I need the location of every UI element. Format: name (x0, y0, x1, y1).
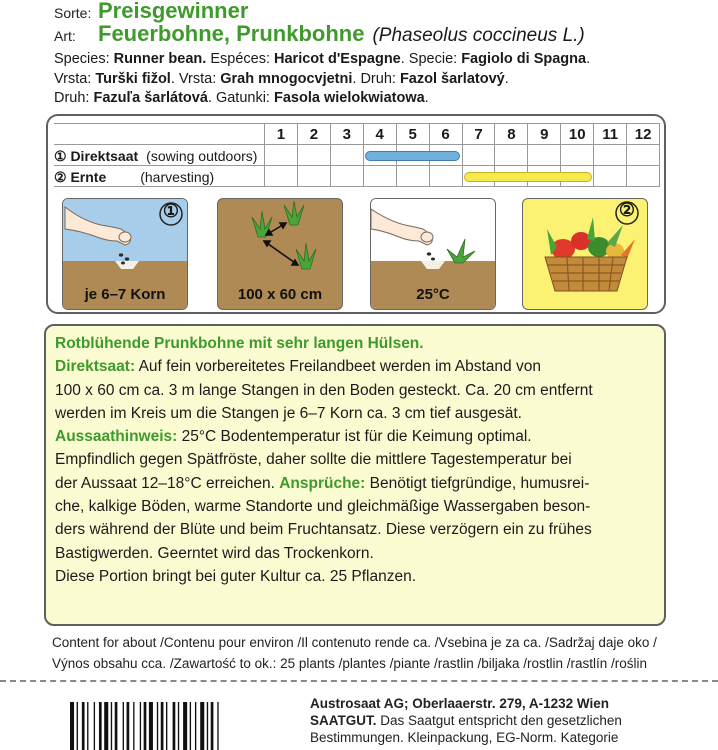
variety-label: Sorte: (54, 5, 92, 21)
month-cell (264, 166, 297, 187)
hinweis-line-1 (55, 425, 655, 448)
month-cell (593, 166, 626, 187)
month-header-cell: 11 (593, 123, 626, 145)
hinweis-text: der Aussaat 12–18°C erreichen. (55, 474, 275, 492)
name-label: Species: (54, 51, 114, 67)
month-header-cell: 6 (429, 123, 462, 145)
saatgut-label: SAATGUT. (310, 713, 377, 728)
barcode-bar (190, 702, 191, 750)
barcode-bar (115, 702, 118, 750)
row-label (54, 145, 264, 166)
row-title: ② Ernte (54, 169, 107, 185)
barcode-bar (173, 702, 176, 750)
name-label: . (504, 70, 509, 87)
name-label: Espéces: (206, 51, 275, 67)
step-pictures (62, 198, 654, 310)
month-header-cell: 4 (363, 123, 396, 145)
month-row-label (54, 123, 264, 145)
picture-harvest (522, 198, 648, 310)
picture-caption: je 6–7 Korn (84, 286, 166, 303)
hinweis-line-3 (55, 472, 655, 495)
month-cell (297, 166, 330, 187)
species-name: Feuerbohne, Prunkbohne (98, 21, 365, 46)
barcode-bar (195, 702, 196, 750)
barcode-bar (133, 702, 134, 750)
month-cells (264, 123, 660, 145)
month-cell (593, 145, 626, 166)
saatgut-line-1 (310, 712, 710, 729)
direktsaat-line-2: 100 x 60 cm ca. 3 m lange Stangen in den Boden gesteckt. Ca. 20 cm entfernt (55, 381, 593, 399)
month-header-cell: 8 (494, 123, 527, 145)
picture-temperature (370, 198, 496, 310)
month-cell (297, 145, 330, 166)
row-subtitle: (harvesting) (140, 169, 215, 185)
barcode-bar (104, 702, 108, 750)
portion-line: Diese Portion bringt bei guter Kultur ca. 25 Pflanzen. (55, 567, 417, 585)
calendar-row-direktsaat (54, 145, 660, 166)
name-label: . Druh: (352, 70, 400, 87)
ansprueche-line-3: ders während der Blüte und beim Fruchtansatz. Diese verzögern ein zu frühes (55, 521, 592, 539)
barcode-bar (200, 702, 204, 750)
name-label: . Vrsta: (170, 70, 221, 87)
month-cell (527, 145, 560, 166)
direktsaat-label: Direktsaat: (55, 358, 136, 376)
saatgut-line-2: Bestimmungen. Kleinpackung, EG-Norm. Kategorie (310, 730, 619, 745)
name-label: . (424, 90, 429, 106)
barcode-bar (87, 702, 88, 750)
month-cell (560, 145, 593, 166)
harvest-period-bar (464, 172, 592, 182)
barcode-bar (144, 702, 147, 750)
month-cell (330, 166, 363, 187)
names-line-2 (54, 70, 590, 90)
barcode-bar (99, 702, 102, 750)
month-header-cell: 12 (626, 123, 660, 145)
barcode-bar (211, 702, 214, 750)
barcode-bar (166, 702, 167, 750)
barcode-bar (140, 702, 141, 750)
barcode-bar (127, 702, 130, 750)
ansprueche-text: Benötigt tiefgründige, humusrei- (365, 474, 590, 492)
names-line-3 (54, 89, 590, 109)
species-label: Art: (54, 28, 76, 44)
name-value: Fagiolo di Spagna (461, 51, 587, 67)
translated-names (54, 50, 590, 109)
name-label: Vrsta: (54, 70, 96, 87)
barcode-bar (157, 702, 158, 750)
packet-header (54, 0, 694, 47)
row-label (54, 166, 264, 187)
barcode-bar (178, 702, 179, 750)
month-cell (330, 145, 363, 166)
calendar-month-row (54, 123, 660, 145)
names-line-1 (54, 50, 590, 70)
barcode-bar (123, 702, 124, 750)
barcode-bar (70, 702, 74, 750)
company-name (310, 695, 710, 712)
month-header-cell: 5 (396, 123, 429, 145)
month-cell (363, 166, 396, 187)
name-value: Fazol šarlatový (399, 70, 505, 87)
barcode-bar (94, 702, 95, 750)
row-cells (264, 166, 660, 187)
barcode-bar (207, 702, 208, 750)
step-badge: ② (618, 200, 636, 220)
calendar-grid (54, 123, 660, 187)
instructions-headline: Rotblühende Prunkbohne mit sehr langen Hülsen. (55, 335, 424, 352)
month-cell (462, 145, 495, 166)
saatgut-text: Das Saatgut entspricht den gesetzlichen (376, 713, 622, 728)
name-value: Haricot d'Espagne (274, 51, 401, 67)
ansprueche-line-2: che, kalkige Böden, warme Standorte und gleichmäßige Wassergaben beson- (55, 498, 591, 516)
month-header-cell: 2 (297, 123, 330, 145)
row-title: ① Direktsaat (54, 148, 139, 164)
variety-name: Preisgewinner (98, 0, 249, 23)
company-name-text: Austrosaat AG; Oberlaaerstr. 279, A-1232 Wien (310, 696, 609, 711)
month-header-cell: 9 (527, 123, 560, 145)
barcode-bar (161, 702, 164, 750)
row-cells (264, 145, 660, 166)
month-cell (264, 145, 297, 166)
month-cell (429, 166, 462, 187)
content-note-line-1: Content for about /Contenu pour environ /Il contenuto rende ca. /Vsebina je za ca. /Sadržaj daje oko / (52, 635, 657, 650)
month-cell (626, 166, 660, 187)
barcode-bar (149, 702, 153, 750)
barcode-bar (217, 702, 218, 750)
barcode-bar (111, 702, 112, 750)
content-note-line-2: Výnos obsahu cca. /Zawartość to ok.: 25 plants /plantes /piante /rastlin /biljaka /rostlin /rastlín /roślin (52, 656, 648, 671)
species-line (54, 21, 694, 47)
name-value: Grah mnogocvjetni (220, 70, 353, 87)
direktsaat-line-1 (55, 355, 655, 378)
barcode-bar (82, 702, 85, 750)
name-value: Runner bean. (113, 51, 207, 67)
direktsaat-text: Auf fein vorbereitetes Freilandbeet werden im Abstand von (135, 358, 541, 376)
sowing-period-bar (365, 151, 460, 161)
picture-caption: 100 x 60 cm (237, 286, 323, 303)
ansprueche-label: Ansprüche: (279, 474, 366, 492)
month-header-cell: 7 (462, 123, 495, 145)
name-label: Druh: (54, 90, 94, 106)
calendar-row-ernte (54, 166, 660, 187)
name-label: . Gatunki: (207, 90, 274, 106)
ansprueche-line-4: Bastigwerden. Geerntet wird das Trockenkorn. (55, 544, 374, 562)
name-value: Fasola wielokwiatowa (273, 90, 425, 106)
barcode-bar (77, 702, 78, 750)
company-info (310, 695, 710, 746)
month-cell (396, 166, 429, 187)
month-cell (494, 145, 527, 166)
hinweis-text: 25°C Bodentemperatur ist für die Keimung optimal. (177, 428, 532, 446)
picture-spacing (217, 198, 343, 310)
content-note (52, 632, 692, 674)
aussaathinweis-label: Aussaathinweis: (55, 428, 178, 446)
hinweis-line-2: Empfindlich gegen Spätfröste, daher sollte die mittlere Tagestemperatur bei (55, 451, 572, 469)
picture-caption: 25°C (416, 286, 450, 303)
step-badge: ① (162, 201, 180, 221)
name-value: Turški fižol (95, 70, 171, 87)
month-header-cell: 1 (264, 123, 297, 145)
direktsaat-line-3: werden im Kreis um die Stangen je 6–7 Korn ca. 3 cm tief ausgesät. (55, 404, 522, 422)
barcode-bar (183, 702, 187, 750)
sowing-calendar (46, 114, 666, 314)
growing-instructions (44, 324, 666, 626)
month-header-cell: 3 (330, 123, 363, 145)
month-header-cell: 10 (560, 123, 593, 145)
latin-name: (Phaseolus coccineus L.) (372, 25, 585, 46)
cut-line-divider (0, 680, 718, 682)
picture-sowing (62, 198, 188, 310)
month-cell (626, 145, 660, 166)
barcode (68, 702, 290, 750)
row-subtitle: (sowing outdoors) (146, 148, 258, 164)
name-label: . (586, 51, 591, 67)
name-label: . Specie: (400, 51, 462, 67)
name-value: Fazuľa šarlátová (93, 90, 208, 106)
